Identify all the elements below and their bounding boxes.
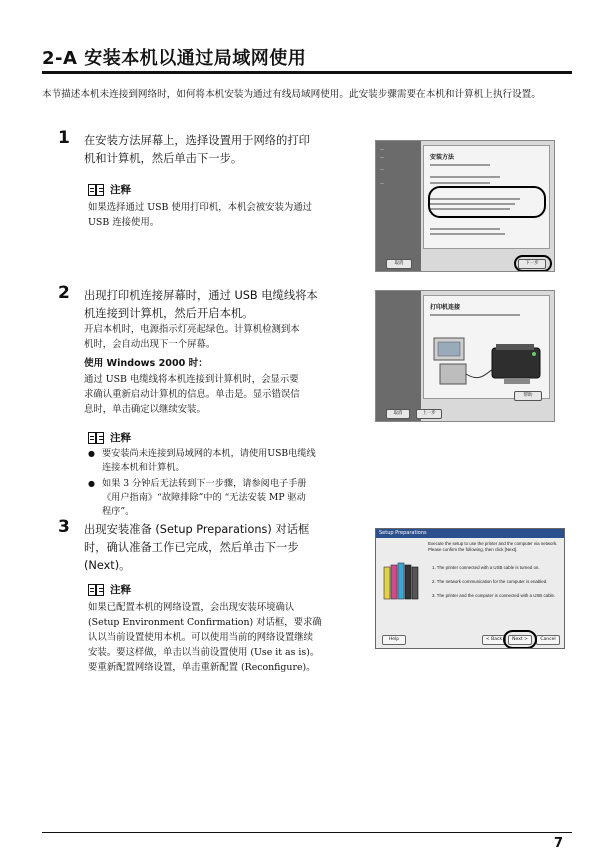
step-2-line-2: 机连接到计算机，然后开启本机。: [84, 307, 254, 320]
step-2-note-heading: [88, 430, 131, 445]
step-2-body-line-2: 机时，会自动出现下一个屏幕。: [84, 339, 216, 350]
step-1-note-line-2: USB 连接使用。: [88, 217, 160, 228]
note-bullet-troubleshoot: ● 如果 3 分钟后无法转到下一步骤，请参阅电子手册 《用户指南》“故障排除”中的 “无法安装 MP 驱动 程序”。: [88, 477, 360, 519]
step-2-number: 2: [58, 283, 70, 303]
step-3-note-heading: [88, 582, 131, 597]
setup-preparations-titlebar: Setup Preparations: [376, 529, 564, 538]
step-1-note-heading: [88, 182, 131, 197]
setup-next-button: Next >: [508, 635, 532, 645]
step-1-note: [88, 200, 358, 230]
step-3-note: [88, 600, 364, 675]
step-2-body: [84, 322, 364, 352]
highlight-network-option: [428, 186, 546, 218]
windows-2000-instructions: [84, 372, 364, 417]
screenshot-help-button: 帮助: [514, 391, 542, 401]
step-1-instruction: [84, 132, 362, 168]
windows-2000-line-1: 通过 USB 电缆线将本机连接到计算机时，会显示要: [84, 374, 299, 385]
ink-tanks-illustration: [382, 561, 422, 605]
note-book-icon: [88, 184, 104, 196]
step-3-note-line-2: (Setup Environment Confirmation) 对话框，要求确: [88, 617, 322, 628]
printer-connection-screenshot: [375, 290, 555, 422]
screenshot-next-button: 下一步: [518, 259, 546, 269]
setup-cancel-button: Cancel: [536, 635, 560, 645]
step-3-line-2: 时，确认准备工作已完成，然后单击下一步: [84, 541, 299, 554]
title-rule: [42, 71, 572, 74]
setup-intro-line-1: Execute the setup to use the printer and the computer via network.: [428, 541, 558, 546]
screenshot-main-panel: [423, 295, 550, 399]
step-3-number: 3: [58, 517, 70, 537]
windows-2000-heading: 使用 Windows 2000 时：: [84, 358, 208, 369]
setup-item-2: 2. The network communication for the computer is enabled.: [432, 579, 548, 584]
step-3-note-label: 注释: [110, 584, 131, 596]
setup-preparations-screenshot: [375, 528, 565, 649]
screenshot-cancel-button: 取消: [386, 409, 410, 419]
step-3-instruction: [84, 521, 364, 575]
screenshot-back-button: 上一步: [416, 409, 442, 419]
screenshot-heading: 安装方法: [430, 154, 455, 161]
step-1-line-2: 机和计算机，然后单击下一步。: [84, 152, 243, 165]
footer-rule: [42, 832, 572, 833]
step-2-body-line-1: 开启本机时，电源指示灯亮起绿色。计算机检测到本: [84, 324, 300, 335]
step-3-note-line-1: 如果已配置本机的网络设置，会出现安装环境确认: [88, 602, 295, 613]
screenshot-sidebar: — — — —: [376, 141, 421, 271]
highlight-next-button: [503, 630, 537, 649]
screenshot-sidebar: [376, 291, 421, 421]
setup-help-button: Help: [382, 635, 406, 645]
setup-item-1: 1. The printer connected with a USB cable is turned on.: [432, 565, 540, 570]
windows-2000-line-3: 息时，单击确定以继续安装。: [84, 404, 206, 415]
setup-item-3: 3. The printer and the computer is connected with a USB cable.: [432, 593, 556, 598]
windows-2000-line-2: 求确认重新启动计算机的信息。单击是。显示错误信: [84, 389, 300, 400]
step-2-line-1: 出现打印机连接屏幕时，通过 USB 电缆线将本: [84, 289, 318, 302]
note-bullet-usb: ● 要安装尚未连接到局域网的本机，请使用USB电缆线 连接本机和计算机。: [88, 447, 360, 475]
step-3-note-line-5: 要重新配置网络设置，单击重新配置 (Reconfigure)。: [88, 662, 316, 673]
step-2-note-label: 注释: [110, 432, 131, 444]
page-title: 2-A 安装本机以通过局域网使用: [42, 48, 307, 69]
setup-back-button: < Back: [482, 635, 506, 645]
highlight-next-button: [514, 255, 552, 272]
setup-intro-line-2: Please confirm the following, then click [Next].: [428, 547, 518, 552]
note-book-icon: [88, 432, 104, 444]
intro-paragraph: 本节描述本机未连接到网络时，如何将本机安装为通过有线局域网使用。此安装步骤需要在本机和计算机上执行设置。: [42, 89, 541, 100]
step-1-note-label: 注释: [110, 184, 131, 196]
screenshot-cancel-button: 取消: [386, 259, 412, 269]
step-1-number: 1: [58, 128, 70, 148]
step-1-note-line-1: 如果选择通过 USB 使用打印机，本机会被安装为通过: [88, 202, 313, 213]
install-method-screenshot: [375, 140, 555, 272]
printer-computer-illustration: [430, 324, 548, 394]
step-3-line-3: (Next)。: [84, 559, 131, 572]
step-1-line-1: 在安装方法屏幕上，选择设置用于网络的打印: [84, 134, 310, 147]
page-number: 7: [554, 836, 564, 851]
note-book-icon: [88, 584, 104, 596]
step-3-note-line-3: 认以当前设置使用本机。可以使用当前的网络设置继续: [88, 632, 314, 643]
step-3-line-1: 出现安装准备 (Setup Preparations) 对话框: [84, 523, 310, 536]
step-2-note-list: [88, 447, 360, 521]
step-2-instruction: [84, 287, 364, 323]
step-3-note-line-4: 安装。要这样做，单击以当前设置使用 (Use it as is)。: [88, 647, 320, 658]
screenshot-heading: 打印机连接: [430, 304, 461, 311]
